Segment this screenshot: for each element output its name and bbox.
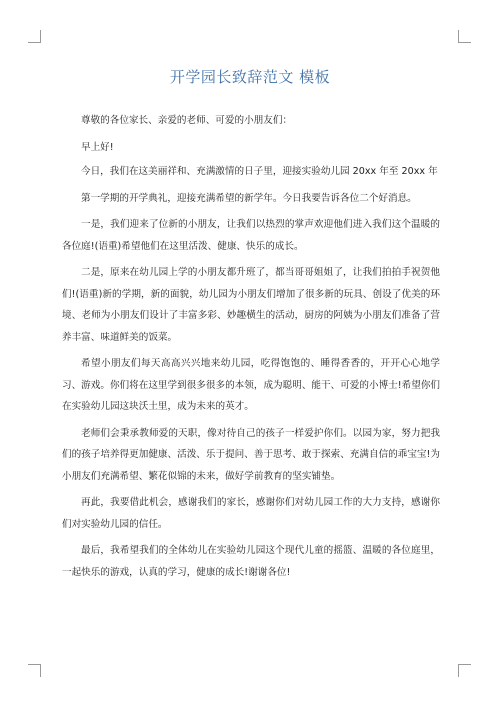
paragraph-salutation: 尊敬的各位家长、亲爱的老师、可爱的小朋友们： [81,115,293,126]
paragraph-today: 今日，我们在这美丽祥和、充满激情的日子里，迎接实验幼儿园 20xx 年至 20xx 年 [81,166,438,177]
paragraph-news-two: 二是，原来在幼儿园上学的小朋友都升班了，都当哥哥姐姐了，让我们拍拍手祝贺他们!(语重)新的学期，新的面貌，幼儿园为小朋友们增加了很多新的玩具、创设了优美的环境、老师为小朋友们设计了丰富多彩、妙趣横生的活动，厨房的阿姨为小朋友们准备了营养丰富、味道鲜美的饭菜。 [62,267,440,343]
paragraph-hope: 希望小朋友们每天高高兴兴地来幼儿园，吃得饱饱的、睡得香香的，开开心心地学习、游戏。你们将在这里学到很多很多的本领，成为聪明、能干、可爱的小博士!希望你们在实验幼儿园这块沃土里，成为未来的英才。 [62,358,441,412]
paragraph-teachers: 老师们会秉承教师爱的天职，像对待自己的孩子一样爱护你们。以园为家，努力把我们的孩子培养得更加健康、活泼、乐于提问、善于思考、敢于探索、充满自信的乖宝宝!为小朋友们充满希望、繁花似锦的未来，做好学前教育的坚实铺垫。 [62,427,441,482]
document-title: 开学园长致辞范文 模板 [169,68,331,86]
crop-mark-top-left [28,30,41,43]
paragraph-opening-ceremony: 第一学期的开学典礼，迎接充满希望的新学年。今日我要告诉各位二个好消息。 [81,192,417,204]
paragraph-greeting: 早上好! [81,141,114,153]
crop-mark-bottom-left [28,664,41,677]
paragraph-closing: 最后，我希望我们的全体幼儿在实验幼儿园这个现代儿童的摇篮、温暖的各位庭里，一起快乐的游戏，认真的学习，健康的成长!谢谢各位! [62,545,440,578]
document-body [62,110,440,583]
paragraph-thanks: 再此，我要借此机会，感谢我们的家长，感谢你们对幼儿园工作的大力支持，感谢你们对实验幼儿园的信任。 [62,497,440,530]
crop-mark-top-right [458,30,471,43]
crop-mark-bottom-right [458,664,471,677]
paragraph-news-one: 一是，我们迎来了位新的小朋友，让我们以热烈的掌声欢迎他们进入我们这个温暖的各位庭!(语重)希望他们在这里活泼、健康、快乐的成长。 [62,219,440,252]
